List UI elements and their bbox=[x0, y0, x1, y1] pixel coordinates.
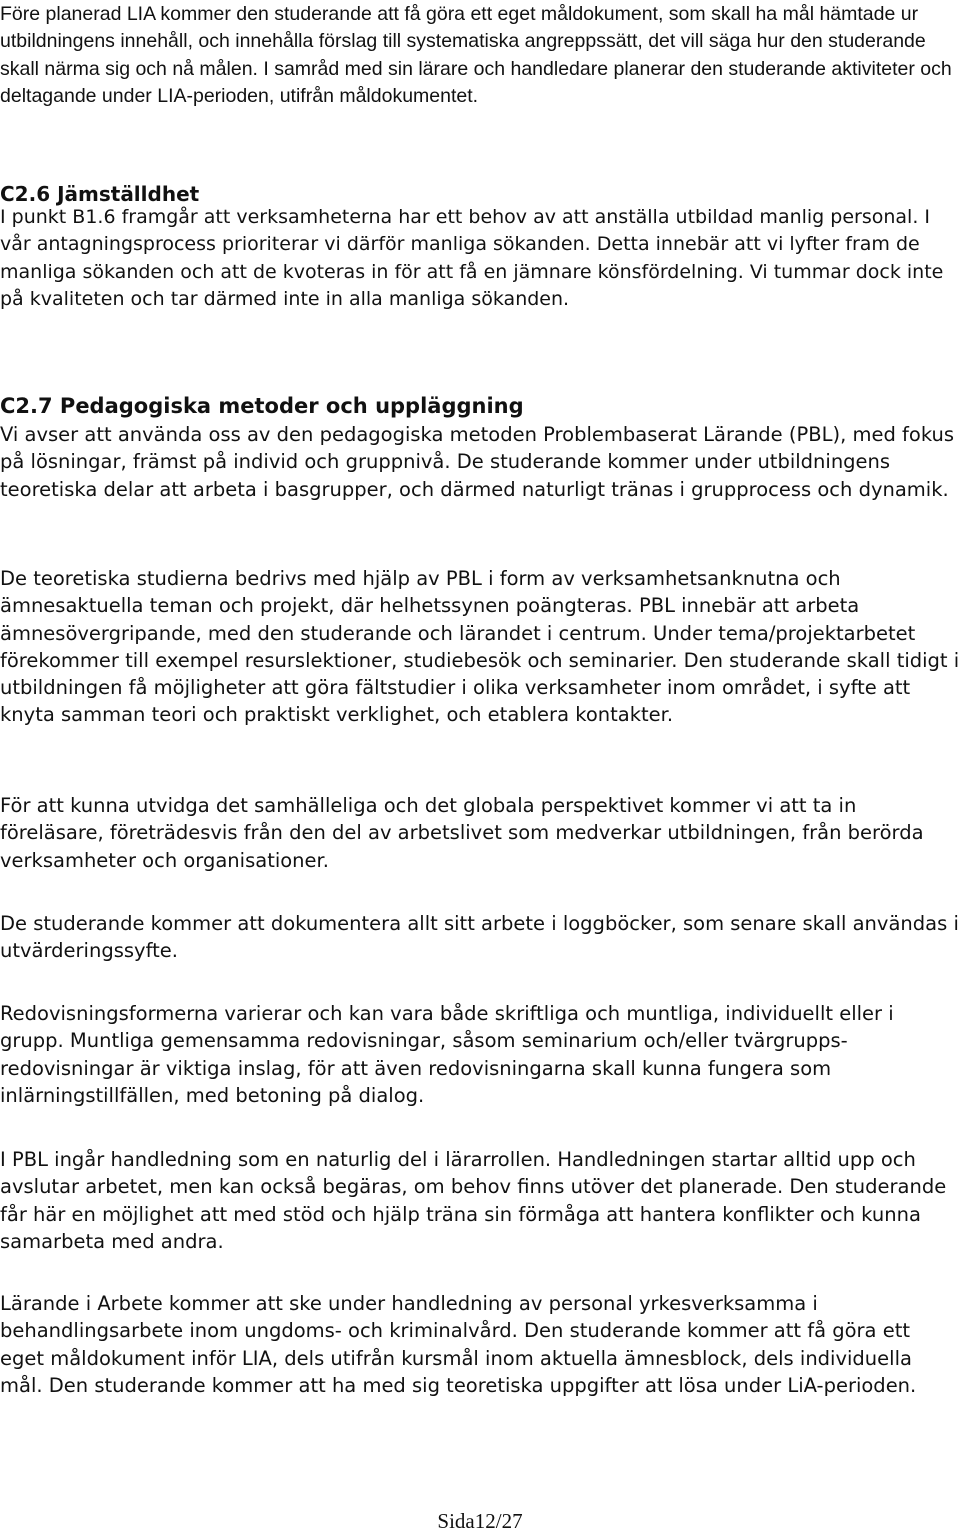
page-number: Sida12/27 bbox=[437, 1509, 523, 1533]
section-heading-pedagogiska-metoder: C2.7 Pedagogiska metoder och uppläggning bbox=[0, 394, 524, 418]
paragraph-handledning: I PBL ingår handledning som en naturlig del i lärarrollen. Handledningen startar alltid upp och avslutar arbetet, men kan också begäras, om behov finns utöver det planerade. Den studerande får här en möjlighet att med stöd och hjälp träna sin förmåga att hantera konflikter och kunna samarbeta med andra. bbox=[0, 1148, 947, 1253]
paragraph-forelasare: För att kunna utvidga det samhälleliga och det globala perspektivet kommer vi att ta in föreläsare, företrädesvis från den del av arbetslivet som medverkar utbildningen, från berörda verksamheter och organisationer. bbox=[0, 794, 924, 872]
jamstalldhet-paragraph: I punkt B1.6 framgår att verksamheterna har ett behov av att anställa utbildad manlig personal. I vår antagningsprocess prioriterar vi därför manliga sökanden. Detta innebär att vi lyfter fram de manliga sökanden och att de kvoteras in för att få en jämnare könsfördelning. Vi tummar dock inte på kvaliteten och tar därmed inte in alla manliga sökanden. bbox=[0, 206, 944, 310]
paragraph-loggbocker: De studerande kommer att dokumentera allt sitt arbete i loggböcker, som senare skall användas i utvärderingssyfte. bbox=[0, 912, 959, 963]
section-heading-jamstalldhet: C2.6 Jämställdhet bbox=[0, 182, 200, 206]
paragraph-redovisning: Redovisningsformerna varierar och kan vara både skriftliga och muntliga, individuellt eller i grupp. Muntliga gemensamma redovisningar, såsom seminarium och/eller tvärgrupps-redovisningar är viktiga inslag, för att även redovisningarna skall kunna fungera som inlärningstillfällen, med betoning på dialog. bbox=[0, 1002, 894, 1107]
paragraph-pbl-intro: Vi avser att använda oss av den pedagogiska metoden Problembaserat Lärande (PBL), med fokus på lösningar, främst på individ och gruppnivå. De studerande kommer under utbildningens teoretiska delar att arbeta i basgrupper, och därmed naturligt tränas i grupprocess och dynamik. bbox=[0, 423, 955, 501]
paragraph-larande-i-arbete: Lärande i Arbete kommer att ske under handledning av personal yrkesverksamma i behandlingsarbete inom ungdoms- och kriminalvård. Den studerande kommer att få göra ett eget måldokument inför LIA, dels utifrån kursmål inom aktuella ämnesblock, dels individuella mål. Den studerande kommer att ha med sig teoretiska uppgifter att lösa under LiA-perioden. bbox=[0, 1292, 917, 1397]
paragraph-teoretiska-studier: De teoretiska studierna bedrivs med hjälp av PBL i form av verksamhetsanknutna och ämnesaktuella teman och projekt, där helhetssynen poängteras. PBL innebär att arbeta ämnesövergripande, med den studerande och lärandet i centrum. Under tema/projektarbetet förekommer till exempel resurslektioner, studiebesök och seminarier. Den studerande skall tidigt i utbildningen få möjligheter att göra fältstudier i olika verksamheter inom området, i syfte att knyta samman teori och praktiskt verklighet, och etablera kontakter. bbox=[0, 567, 960, 727]
intro-paragraph: Före planerad LIA kommer den studerande att få göra ett eget måldokument, som skall ha mål hämtade ur utbildningens innehåll, och innehålla förslag till systematiska angreppssätt, det vill säga hur den studerande skall närma sig och nå målen. I samråd med sin lärare och handledare planerar den studerande aktiviteter och deltagande under LIA-perioden, utifrån måldokumentet. bbox=[0, 3, 952, 107]
